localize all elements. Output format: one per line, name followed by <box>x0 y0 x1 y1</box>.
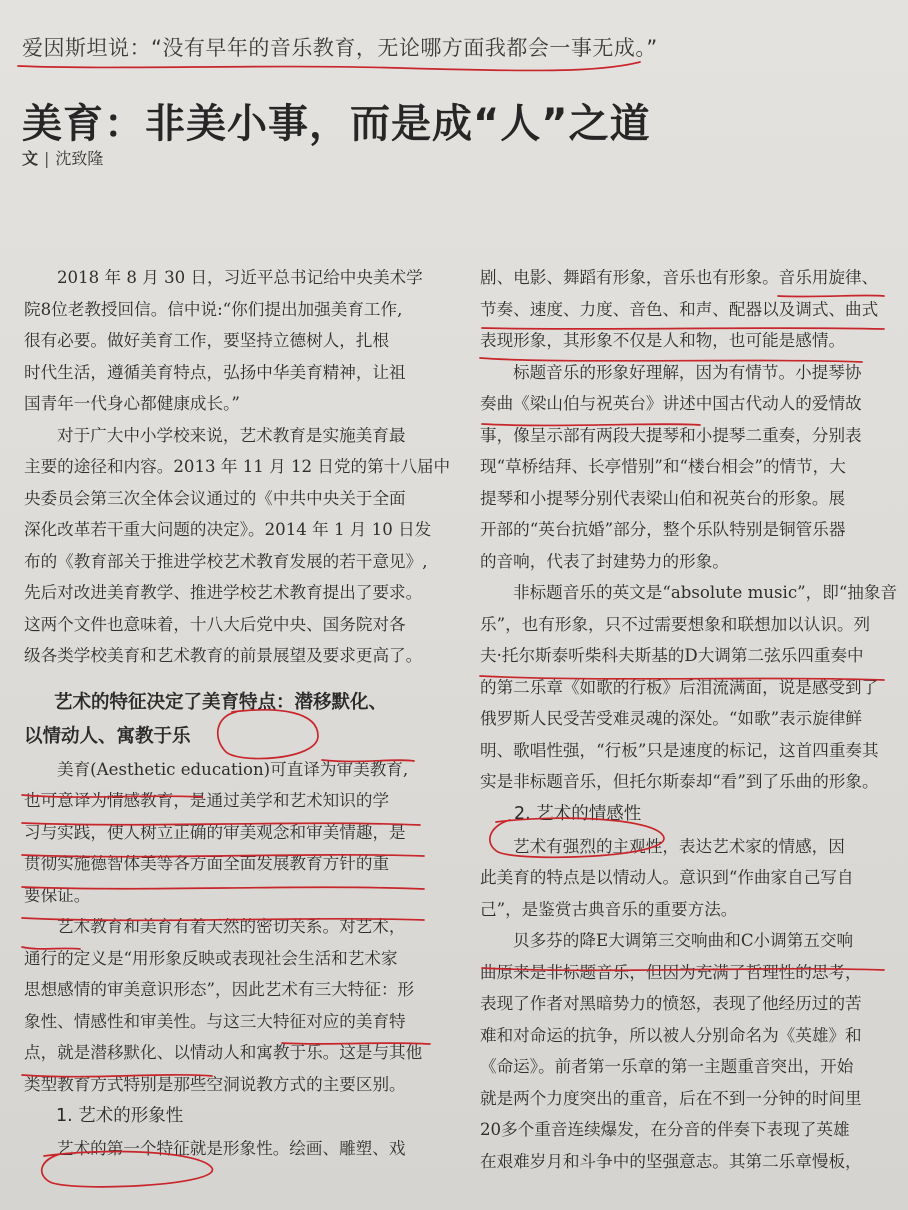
text-line: 时代生活，遵循美育特点，弘扬中华美育精神，让祖 <box>24 362 406 382</box>
byline-separator: | <box>44 149 50 168</box>
text-line: 布的《教育部关于推进学校艺术教育发展的若干意见》, <box>24 551 428 571</box>
text-line: 美育(Aesthetic education)可直译为审美教育, <box>57 759 409 779</box>
text-line: 20多个重音连续爆发，在分音的伴奏下表现了英雄 <box>480 1120 850 1139</box>
text-line: 对于广大中小学校来说，艺术教育是实施美育最 <box>57 425 406 445</box>
text-line: 夫·托尔斯泰听柴科夫斯基的D大调第二弦乐四重奏中 <box>480 646 864 665</box>
text-line: 艺术有强烈的主观性，表达艺术家的情感，因 <box>513 836 845 856</box>
text-line: 标题音乐的形象好理解，因为有情节。小提琴协 <box>513 362 862 382</box>
text-line: 奏曲《梁山伯与祝英台》讲述中国古代动人的爱情故 <box>480 394 862 413</box>
text-line: 习与实践，使人树立正确的审美观念和审美情趣，是 <box>24 822 406 842</box>
paragraph <box>24 754 444 912</box>
text-line: 实是非标题音乐，但托尔斯泰却“看”到了乐曲的形象。 <box>480 772 879 791</box>
subheading-visual-imagery: 1. 艺术的形象性 <box>56 1106 184 1126</box>
text-line: 艺术教育和美育有着天然的密切关系。对艺术， <box>57 917 406 936</box>
text-line: 此美育的特点是以情动人。意识到“作曲家自己写自 <box>480 868 854 887</box>
text-line: 节奏、速度、力度、音色、和声、配器以及调式、曲式 <box>480 299 879 319</box>
text-line: 2018 年 8 月 30 日，习近平总书记给中央美术学 <box>57 268 423 287</box>
text-line: 点，就是潜移默化、以情动人和寓教于乐。这是与其他 <box>24 1043 423 1062</box>
text-line: 开部的“英台抗婚”部分，整个乐队特别是铜管乐器 <box>480 520 846 539</box>
text-line: 非标题音乐的英文是“absolute music”，即“抽象音 <box>513 583 898 602</box>
text-line: 难和对命运的抗争，所以被人分别命名为《英雄》和 <box>480 1025 862 1045</box>
text-line: 思想感情的审美意识形态”，因此艺术有三大特征：形 <box>24 980 415 999</box>
text-line: 艺术的第一个特征就是形象性。绘画、雕塑、戏 <box>57 1139 406 1158</box>
section-heading <box>24 686 444 754</box>
text-line: 深化改革若干重大问题的决定》。2014 年 1 月 10 日发 <box>24 520 432 539</box>
section-heading-line: 以情动人、寓教于乐 <box>24 725 191 747</box>
text-line: 国青年一代身心都健康成长。” <box>24 394 240 413</box>
text-line: 贯彻实施德智体美等各方面全面发展教育方针的重 <box>24 854 390 873</box>
text-line: 《命运》。前者第一乐章的第一主题重音突出，开始 <box>480 1057 854 1076</box>
text-line: 的音响，代表了封建势力的形象。 <box>480 551 729 571</box>
paragraph <box>480 262 884 357</box>
text-line: 院8位老教授回信。信中说:“你们提出加强美育工作, <box>24 299 403 319</box>
paragraph <box>24 1133 444 1165</box>
paragraph <box>480 577 898 798</box>
text-line: 剧、电影、舞蹈有形象，音乐也有形象。音乐用旋律、 <box>480 268 879 287</box>
text-line: 提琴和小提琴分别代表梁山伯和祝英台的形象。展 <box>480 488 846 508</box>
text-line: 俄罗斯人民受苦受难灵魂的深处。“如歌”表示旋律鲜 <box>480 709 863 728</box>
text-line: 通行的定义是“用形象反映或表现社会生活和艺术家 <box>24 948 398 968</box>
byline-prefix: 文 <box>22 149 39 168</box>
text-line: 很有必要。做好美育工作，要坚持立德树人，扎根 <box>24 331 390 350</box>
text-line: 类型教育方式特别是那些空洞说教方式的主要区别。 <box>24 1074 406 1094</box>
text-line: 就是两个力度突出的重音，后在不到一分钟的时间里 <box>480 1088 862 1108</box>
text-line: 现“草桥结拜、长亭惜别”和“楼台相会”的情节，大 <box>480 457 846 476</box>
text-line: 贝多芬的降E大调第三交响曲和C小调第五交响 <box>513 931 854 950</box>
text-line: 的第二乐章《如歌的行板》后泪流满面，说是感受到了 <box>480 677 879 697</box>
text-line: 表现形象，其形象不仅是人和物，也可能是感情。 <box>480 331 846 350</box>
text-line: 在艰难岁月和斗争中的坚强意志。其第二乐章慢板， <box>480 1151 862 1171</box>
text-line: 级各类学校美育和艺术教育的前景展望及要求更高了。 <box>24 646 423 665</box>
text-line: 明、歌唱性强，“行板”只是速度的标记，这首四重奏其 <box>480 740 879 760</box>
author-name: 沈致隆 <box>55 149 104 168</box>
text-line: 己”，是鉴赏古典音乐的重要方法。 <box>480 899 738 919</box>
underline-quote <box>18 62 640 70</box>
right-column <box>480 262 898 1177</box>
paragraph <box>480 357 884 578</box>
paragraph <box>24 262 444 420</box>
paragraph <box>480 831 884 926</box>
paragraph <box>24 911 444 1100</box>
paragraph <box>480 925 884 1177</box>
text-line: 也可意译为情感教育，是通过美学和艺术知识的学 <box>24 791 390 810</box>
section-heading-line: 艺术的特征决定了美育特点：潜移默化、 <box>54 691 388 713</box>
text-line: 央委员会第三次全体会议通过的《中共中央关于全面 <box>24 488 406 508</box>
paragraph <box>24 420 451 672</box>
text-line: 乐”，也有形象，只不过需要想象和联想加以认识。列 <box>480 614 871 634</box>
article-title: 美育：非美小事，而是成“人”之道 <box>22 101 651 147</box>
text-line: 这两个文件也意味着，十八大后党中央、国务院对各 <box>24 614 406 634</box>
text-line: 象性、情感性和审美性。与这三大特征对应的美育特 <box>24 1011 406 1031</box>
epigraph-quote: 爱因斯坦说：“没有早年的音乐教育，无论哪方面我都会一事无成。” <box>22 36 658 60</box>
text-line: 先后对改进美育教学、推进学校艺术教育提出了要求。 <box>24 583 423 602</box>
text-line: 事，像呈示部有两段大提琴和小提琴二重奏，分别表 <box>480 425 862 445</box>
left-column <box>24 262 451 1165</box>
subheading-emotional: 2. 艺术的情感性 <box>514 803 642 824</box>
text-line: 主要的途径和内容。2013 年 11 月 12 日党的第十八届中 <box>24 457 451 476</box>
text-line: 要保证。 <box>24 885 91 905</box>
byline <box>22 146 103 169</box>
text-line: 曲原来是非标题音乐，但因为充满了哲理性的思考， <box>480 962 862 982</box>
text-line: 表现了作者对黑暗势力的愤怒，表现了他经历过的苦 <box>480 994 862 1013</box>
